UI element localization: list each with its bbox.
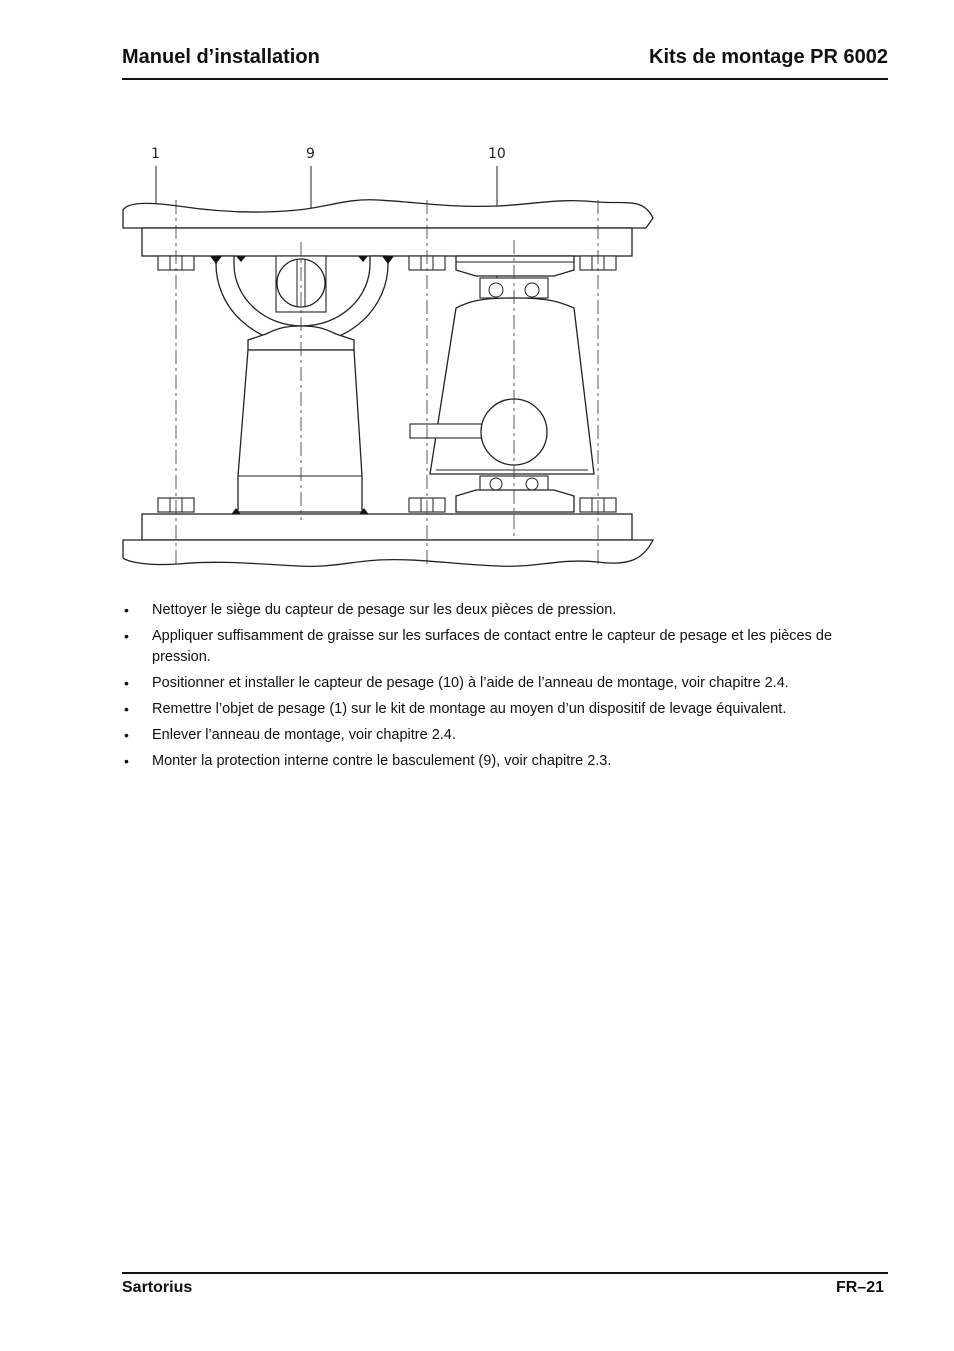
list-item-text: Nettoyer le siège du capteur de pesage sur les deux pièces de pression. xyxy=(152,602,617,618)
list-item xyxy=(122,725,888,746)
page-footer xyxy=(122,1272,888,1296)
callout-10: 10 xyxy=(488,146,506,162)
list-item-text: Positionner et installer le capteur de pesage (10) à l’aide de l’anneau de montage, voir chapitre 2.4. xyxy=(152,675,789,691)
callout-9: 9 xyxy=(306,146,315,162)
list-item-text: Monter la protection interne contre le basculement (9), voir chapitre 2.3. xyxy=(152,753,612,769)
bullet-icon: • xyxy=(124,753,129,769)
list-item-text: Enlever l’anneau de montage, voir chapitre 2.4. xyxy=(152,727,456,743)
list-item xyxy=(122,699,888,720)
list-item-text: Remettre l’objet de pesage (1) sur le kit de montage au moyen d’un dispositif de levage équivalent. xyxy=(152,701,787,717)
bullet-icon: • xyxy=(124,675,129,691)
section-title: Kits de montage PR 6002 xyxy=(649,46,888,68)
callout-1: 1 xyxy=(151,146,160,162)
brand-name: Sartorius xyxy=(122,1279,193,1296)
list-item xyxy=(122,673,888,694)
bullet-icon: • xyxy=(124,727,129,743)
mounting-kit-drawing xyxy=(118,140,663,575)
bullet-icon: • xyxy=(124,602,129,618)
list-item xyxy=(122,600,888,621)
list-item-text: Appliquer suffisamment de graisse sur les surfaces de contact entre le capteur de pesage et les pièces de pression. xyxy=(152,628,833,665)
page-number: FR–21 xyxy=(835,1279,884,1296)
list-item xyxy=(122,751,888,772)
list-item xyxy=(122,626,888,668)
instruction-list xyxy=(122,600,888,777)
page-header xyxy=(122,46,888,80)
bullet-icon: • xyxy=(124,701,129,717)
manual-title: Manuel d’installation xyxy=(122,46,320,68)
mounting-kit-svg xyxy=(118,140,663,575)
bullet-icon: • xyxy=(124,628,129,644)
